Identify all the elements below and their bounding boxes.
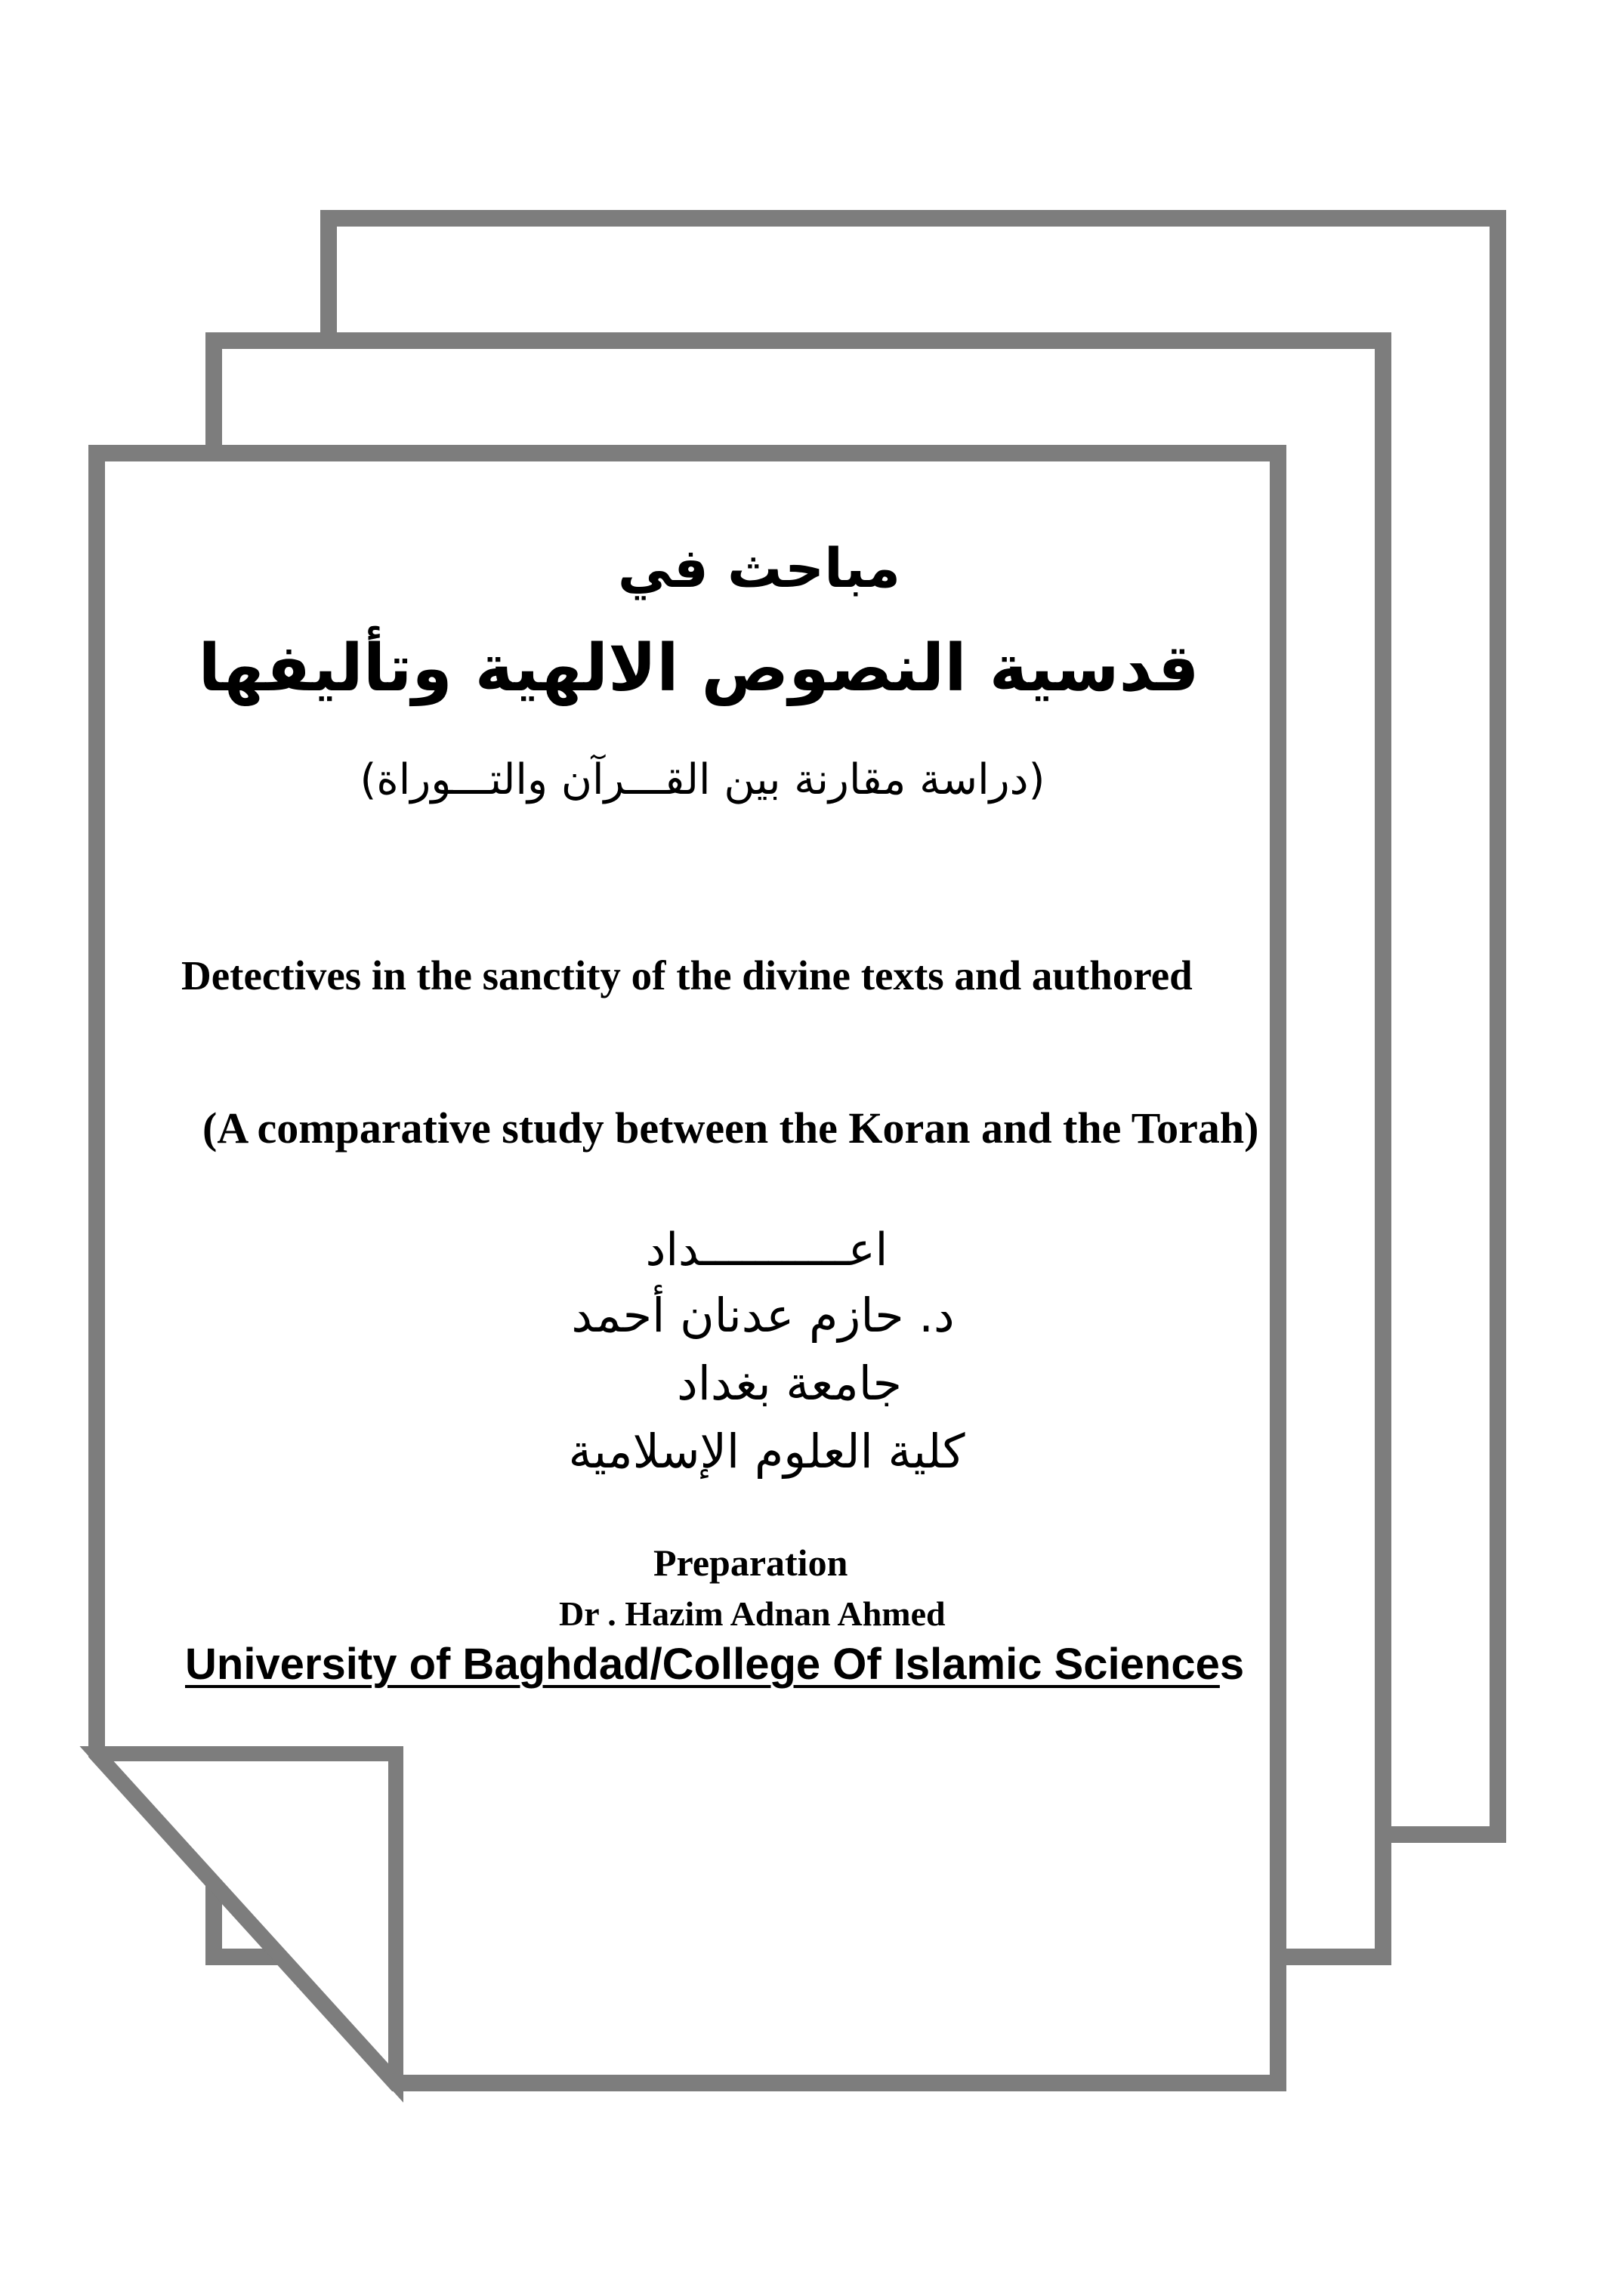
affiliation-english-tail: s bbox=[1219, 1640, 1245, 1689]
title-arabic-line2: قدسية النصوص الالهية وتأليفها bbox=[198, 631, 1199, 706]
subtitle-english: (A comparative study between the Koran and the Torah) bbox=[202, 1103, 1259, 1153]
prepared-by-arabic: اعـــــــــــداد bbox=[645, 1224, 888, 1276]
author-name-english: Dr . Hazim Adnan Ahmed bbox=[559, 1594, 946, 1633]
front-page-content bbox=[113, 468, 1269, 2054]
title-arabic-line1: مباحث في bbox=[617, 536, 901, 600]
affiliation-english bbox=[185, 1639, 1244, 1690]
subtitle-arabic: (دراسة مقارنة بين القـــرآن والتـــوراة) bbox=[360, 755, 1045, 804]
affiliation-english-underlined: University of Baghdad/College Of Islamic Science bbox=[185, 1640, 1220, 1689]
prepared-by-english: Preparation bbox=[653, 1542, 848, 1584]
university-arabic: جامعة بغداد bbox=[677, 1356, 902, 1411]
college-arabic: كلية العلوم الإسلامية bbox=[568, 1424, 965, 1479]
title-english: Detectives in the sanctity of the divine texts and authored bbox=[181, 952, 1193, 998]
author-name-arabic: د. حازم عدنان أحمد bbox=[571, 1288, 955, 1343]
